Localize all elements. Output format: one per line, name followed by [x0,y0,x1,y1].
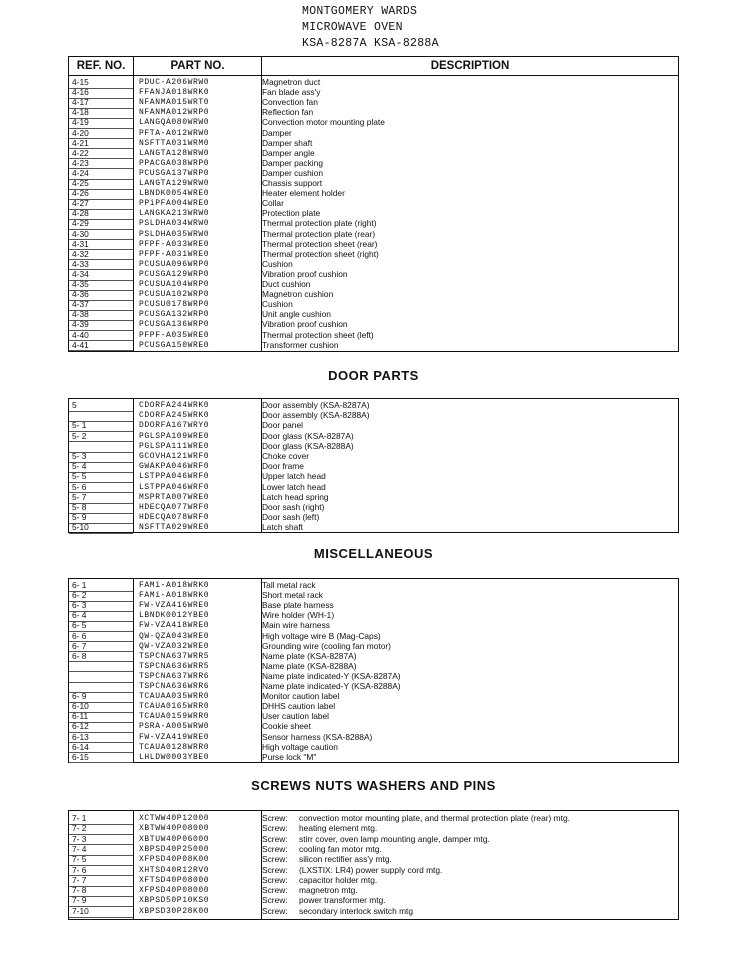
ref-number: 4-17 [72,97,89,108]
door-parts-title: DOOR PARTS [328,368,419,383]
part-number: NSFTTA031WRM0 [139,138,210,148]
screw-label: Screw: [262,833,288,844]
part-number: PCUSUA104WRP0 [139,280,210,289]
main-parts-table [68,56,679,352]
ref-number: 7- 6 [72,864,87,875]
table-row [69,855,678,864]
screw-label: Screw: [262,823,288,834]
ref-number: 5- 8 [72,502,87,512]
part-number: LANGTA129WRW0 [139,179,210,188]
screw-label: Screw: [262,864,288,875]
ref-number: 5- 5 [72,471,87,482]
ref-number: 4-30 [72,228,89,239]
miscellaneous-table [68,578,679,763]
part-number: PGLSPA111WRE0 [139,441,210,451]
table-row [69,219,678,228]
ref-number: 7- 8 [72,885,87,896]
table-row [69,866,678,875]
table-row [69,139,678,148]
part-number: NFANMA012WRP0 [139,108,210,118]
part-number: PSRA-A005WRW0 [139,722,210,732]
part-description: Door assembly (KSA-8288A) [262,410,370,421]
screw-label: Screw: [262,854,288,865]
ref-number: 4-24 [72,167,89,178]
ref-number: 4-25 [72,178,89,188]
part-description: Cushion [262,258,293,269]
part-description: DHHS caution label [262,701,336,712]
part-description: Latch head spring [262,491,329,502]
part-number: PCUSU0178WRP0 [139,300,210,310]
table-row [69,421,678,430]
ref-number: 5- 3 [72,451,87,461]
part-description: cooling fan motor mtg. [299,843,382,854]
part-number: NFANMA015WRT0 [139,98,210,108]
screw-label: Screw: [262,885,288,896]
part-number: PCUSGA150WRE0 [139,340,210,350]
part-number: LBNDK0054WRE0 [139,189,210,199]
part-description: magnetron mtg. [299,885,358,896]
part-description: Door panel [262,420,303,431]
part-description: Unit angle cushion [262,309,331,320]
table-row [69,98,678,107]
table-row [69,250,678,259]
ref-number: 5 [72,400,77,410]
part-number: HDECQA078WRF0 [139,513,210,523]
table-row [69,411,678,420]
table-row [69,300,678,309]
ref-number: 6-15 [72,751,89,762]
ref-number: 5- 7 [72,491,87,502]
part-description: Choke cover [262,451,310,461]
part-number: PGLSPA109WRE0 [139,431,210,441]
part-number: XFPSD40P08K00 [139,855,210,865]
ref-number: 6- 5 [72,620,87,631]
table-row [69,78,678,87]
part-description: heating element mtg. [299,823,378,834]
table-row [69,159,678,168]
part-description: Chassis support [262,178,323,188]
col-desc-header: DESCRIPTION [262,57,678,76]
document-header [302,4,439,52]
ref-number: 7- 1 [72,813,87,823]
table-row [69,712,678,721]
part-number: GCOVHA121WRF0 [139,452,210,461]
ref-number: 4-28 [72,208,89,219]
ref-number: 5- 9 [72,512,87,523]
table-row [69,733,678,742]
part-number: TSPCNA637WRR6 [139,671,210,681]
part-description: silicon rectifier ass'y mtg. [299,854,392,865]
part-description: Damper [262,127,292,138]
screw-label: Screw: [262,905,288,916]
table-row [69,642,678,651]
part-number: FAMi-A018WRK0 [139,581,210,590]
part-number: TSPCNA636WRR6 [139,682,210,691]
table-row [69,611,678,620]
part-description: Magnetron duct [262,77,321,87]
part-description: Short metal rack [262,590,323,601]
part-number: FW-VZA418WRE0 [139,621,210,631]
table-row [69,824,678,833]
ref-number: 4-36 [72,289,89,300]
ref-number: 4-16 [72,87,89,98]
part-number: CDORFA245WRK0 [139,411,210,421]
part-description: Thermal protection plate (rear) [262,228,376,239]
part-number: LANGTA128WRW0 [139,148,210,158]
part-number: LSTPPA046WRF0 [139,482,210,492]
part-description: Protection plate [262,208,321,219]
ref-number: 6- 6 [72,630,87,641]
table-row [69,189,678,198]
table-row [69,341,678,350]
part-number: XBPSD40P25000 [139,844,210,854]
part-number: TCAUAA035WRR0 [139,692,210,702]
part-description: Door assembly (KSA-8287A) [262,400,370,410]
part-description: Door glass (KSA-8288A) [262,440,354,451]
table-row [69,503,678,512]
part-number: XBPSD50P10KS0 [139,896,210,906]
table-row [69,672,678,681]
table-row [69,621,678,630]
part-number: CDORFA244WRK0 [139,401,210,410]
part-description: Fan blade ass'y [262,87,321,98]
table-row [69,240,678,249]
part-description: Convection motor mounting plate [262,117,385,128]
part-number: LHLDW0003YBE0 [139,752,210,762]
ref-number: 4-31 [72,238,89,249]
screw-label: Screw: [262,813,288,823]
ref-number: 6- 3 [72,600,87,611]
table-row [69,523,678,532]
part-description: Main wire harness [262,620,330,631]
ref-number: 6-14 [72,741,89,752]
part-number: XCTWW40P12000 [139,814,210,823]
table-row [69,702,678,711]
col-ref-header: REF. NO. [69,57,133,76]
part-description: Latch shaft [262,522,303,533]
part-description: Damper packing [262,157,323,168]
part-description: power transformer mtg. [299,895,386,906]
table-row [69,814,678,823]
part-description: Thermal protection plate (right) [262,218,377,229]
table-row [69,591,678,600]
part-number: LSTPPA046WRF0 [139,472,210,482]
part-number: PFTA-A012WRW0 [139,128,210,138]
part-number: HDECQA077WRF0 [139,503,210,512]
table-row [69,88,678,97]
ref-number: 4-18 [72,107,89,118]
table-row [69,722,678,731]
part-description: Cushion [262,299,293,310]
part-description: High voltage wire B (Mag-Caps) [262,630,381,641]
part-number: TCAUA0128WRR0 [139,742,210,752]
part-number: PCUSUA096WRP0 [139,259,210,269]
table-row [69,432,678,441]
table-row [69,472,678,481]
table-row [69,652,678,661]
ref-number: 7- 4 [72,843,87,854]
row-rule [69,917,133,918]
ref-number: 5- 1 [72,420,87,431]
part-number: XHTSD40R12RV0 [139,865,210,875]
part-number: QW-VZA032WRE0 [139,641,210,651]
ref-number: 6- 2 [72,590,87,601]
table-row [69,692,678,701]
ref-number: 7- 2 [72,823,87,834]
part-description: Name plate (KSA-8287A) [262,650,357,661]
ref-number: 5- 2 [72,430,87,441]
part-number: LBNDK0012YBE0 [139,611,210,621]
table-row [69,270,678,279]
table-row [69,632,678,641]
part-number: PSLDHA034WRW0 [139,219,210,229]
part-description: convection motor mounting plate, and thermal protection plate (rear) mtg. [299,813,570,823]
part-description: Damper angle [262,147,315,158]
part-number: TCAUA0165WRR0 [139,702,210,712]
ref-number: 4-32 [72,248,89,259]
part-description: Convection fan [262,97,318,108]
ref-number: 6- 8 [72,650,87,661]
ref-number: 4-22 [72,147,89,158]
table-row [69,320,678,329]
part-description: Thermal protection sheet (rear) [262,238,378,249]
ref-number: 5- 4 [72,461,87,472]
part-number: XBPSD30P28K00 [139,906,210,916]
table-row [69,331,678,340]
table-row [69,169,678,178]
ref-number: 4-34 [72,268,89,279]
table-row [69,280,678,289]
ref-number: 4-37 [72,299,89,310]
table-row [69,753,678,762]
table-row [69,896,678,905]
part-number: PFPF-A031WRE0 [139,249,210,259]
brand-title: MONTGOMERY WARDS [302,5,418,18]
table-row [69,886,678,895]
part-number: PDUC-A206WRW0 [139,78,210,87]
part-description: Wire holder (WH-1) [262,610,335,621]
part-description: Sensor harness (KSA-8288A) [262,731,373,742]
screws-table [68,810,679,920]
table-row [69,452,678,461]
part-number: PCUSUA102WRP0 [139,290,210,300]
table-row [69,907,678,916]
screw-label: Screw: [262,843,288,854]
ref-number: 4-27 [72,198,89,209]
ref-number: 7- 5 [72,854,87,865]
part-number: QW-QZA043WRE0 [139,631,210,641]
part-description: Vibration proof cushion [262,268,348,279]
part-description: Grounding wire (cooling fan motor) [262,640,391,651]
part-number: FAMi-A018WRK0 [139,591,210,601]
part-description: Name plate indicated-Y (KSA-8288A) [262,681,401,691]
part-description: Name plate (KSA-8288A) [262,660,357,671]
ref-number: 6- 9 [72,691,87,702]
ref-number: 6-13 [72,731,89,742]
part-description: Transformer cushion [262,339,339,350]
ref-number: 6- 7 [72,640,87,651]
table-row [69,462,678,471]
table-row [69,483,678,492]
part-description: Tall metal rack [262,580,316,590]
part-description: Name plate indicated-Y (KSA-8287A) [262,670,401,681]
ref-number: 7-10 [72,905,89,916]
part-description: Damper cushion [262,167,323,178]
table-row [69,209,678,218]
part-number: PCUSGA136WRP0 [139,320,210,330]
part-number: PCUSGA137WRP0 [139,168,210,178]
part-description: Thermal protection sheet (left) [262,329,374,340]
screw-label: Screw: [262,874,288,885]
part-number: LANGKA213WRW0 [139,209,210,219]
table-row [69,845,678,854]
part-number: FFANJA018WRK0 [139,88,210,98]
part-description: Door frame [262,461,304,472]
ref-number: 6- 4 [72,610,87,621]
table-row [69,835,678,844]
ref-number: 4-29 [72,218,89,229]
door-parts-table [68,398,679,533]
part-description: Magnetron cushion [262,289,334,300]
table-row [69,149,678,158]
part-number: NSFTTA029WRE0 [139,523,210,533]
ref-number: 4-33 [72,258,89,269]
part-description: Door glass (KSA-8287A) [262,430,354,441]
ref-number: 4-21 [72,137,89,148]
table-row [69,179,678,188]
table-row [69,129,678,138]
part-number: PFPF-A033WRE0 [139,239,210,249]
part-description: Monitor caution label [262,691,340,702]
table-row [69,601,678,610]
part-number: PCUSGA129WRP0 [139,269,210,279]
miscellaneous-title: MISCELLANEOUS [313,546,434,561]
part-description: Reflection fan [262,107,314,118]
part-number: PCUSGA132WRP0 [139,310,210,320]
part-description: Vibration proof cushion [262,319,348,330]
part-number: FW-VZA419WRE0 [139,732,210,742]
part-description: capacitor holder mtg. [299,874,378,885]
part-number: TSPCNA637WRR5 [139,651,210,661]
table-row [69,260,678,269]
part-number: TCAUA0159WRR0 [139,712,210,722]
table-row [69,442,678,451]
ref-number: 5-10 [72,522,89,533]
table-row [69,876,678,885]
part-description: Lower latch head [262,481,326,492]
part-description: User caution label [262,711,330,722]
table-row [69,682,678,691]
screw-label: Screw: [262,895,288,906]
table-row [69,230,678,239]
part-description: Purse lock "M" [262,751,317,762]
part-description: Collar [262,198,284,209]
part-number: PPiPFA004WRE0 [139,199,210,209]
part-description: Door sash (left) [262,512,320,523]
ref-number: 4-38 [72,309,89,320]
row-rule [69,762,133,763]
row-rule [69,350,133,351]
table-row [69,310,678,319]
ref-number: 4-26 [72,188,89,199]
part-number: FW-VZA416WRE0 [139,601,210,611]
part-description: Thermal protection sheet (right) [262,248,379,259]
table-row [69,401,678,410]
model-title: KSA-8287A KSA-8288A [302,37,439,50]
ref-number: 6-12 [72,721,89,732]
table-row [69,581,678,590]
product-title: MICROWAVE OVEN [302,21,403,34]
part-description: stirr cover, oven lamp mounting angle, damper mtg. [299,833,490,844]
part-number: TSPCNA636WRR5 [139,661,210,671]
part-number: MSPRTA007WRE0 [139,492,210,502]
table-row [69,493,678,502]
col-part-header: PART NO. [134,57,261,76]
table-row [69,513,678,522]
table-row [69,199,678,208]
part-number: XBTUW40P06000 [139,834,210,844]
table-row [69,118,678,127]
part-description: Cookie sheet [262,721,311,732]
ref-number: 6-11 [72,711,89,722]
ref-number: 7- 3 [72,833,87,844]
table-row [69,108,678,117]
part-number: XBTWW40P08000 [139,824,210,834]
part-description: Upper latch head [262,471,326,482]
table-row [69,743,678,752]
part-description: (LXSTIX: LR4) power supply cord mtg. [299,864,443,875]
part-number: GWAKPA046WRF0 [139,462,210,472]
part-description: Heater element holder [262,188,345,199]
screws-title: SCREWS NUTS WASHERS AND PINS [251,778,496,793]
part-number: XFTSD40P08000 [139,875,210,885]
part-number: DDORFA167WRY0 [139,421,210,431]
table-row [69,662,678,671]
ref-number: 7- 7 [72,874,87,885]
part-description: secondary interlock switch mtg [299,905,414,916]
ref-number: 4-20 [72,127,89,138]
part-number: XFPSD40P08000 [139,886,210,896]
ref-number: 4-15 [72,77,89,87]
ref-number: 4-39 [72,319,89,330]
ref-number: 6-10 [72,701,89,712]
ref-number: 4-40 [72,329,89,340]
ref-number: 4-41 [72,339,89,350]
part-description: Damper shaft [262,137,313,148]
part-number: PPACGA038WRP0 [139,158,210,168]
row-rule [69,533,133,534]
ref-number: 7- 9 [72,895,87,906]
ref-number: 4-35 [72,279,89,289]
part-description: Duct cushion [262,279,311,289]
ref-number: 6- 1 [72,580,87,590]
part-number: LANGQA080WRW0 [139,118,210,128]
table-row [69,290,678,299]
ref-number: 5- 6 [72,481,87,492]
part-number: PFPF-A035WRE0 [139,330,210,340]
part-description: High voltage caution [262,741,338,752]
ref-number: 4-23 [72,157,89,168]
part-description: Base plate harness [262,600,334,611]
part-number: PSLDHA035WRW0 [139,229,210,239]
part-description: Door sash (right) [262,502,325,512]
ref-number: 4-19 [72,117,89,128]
